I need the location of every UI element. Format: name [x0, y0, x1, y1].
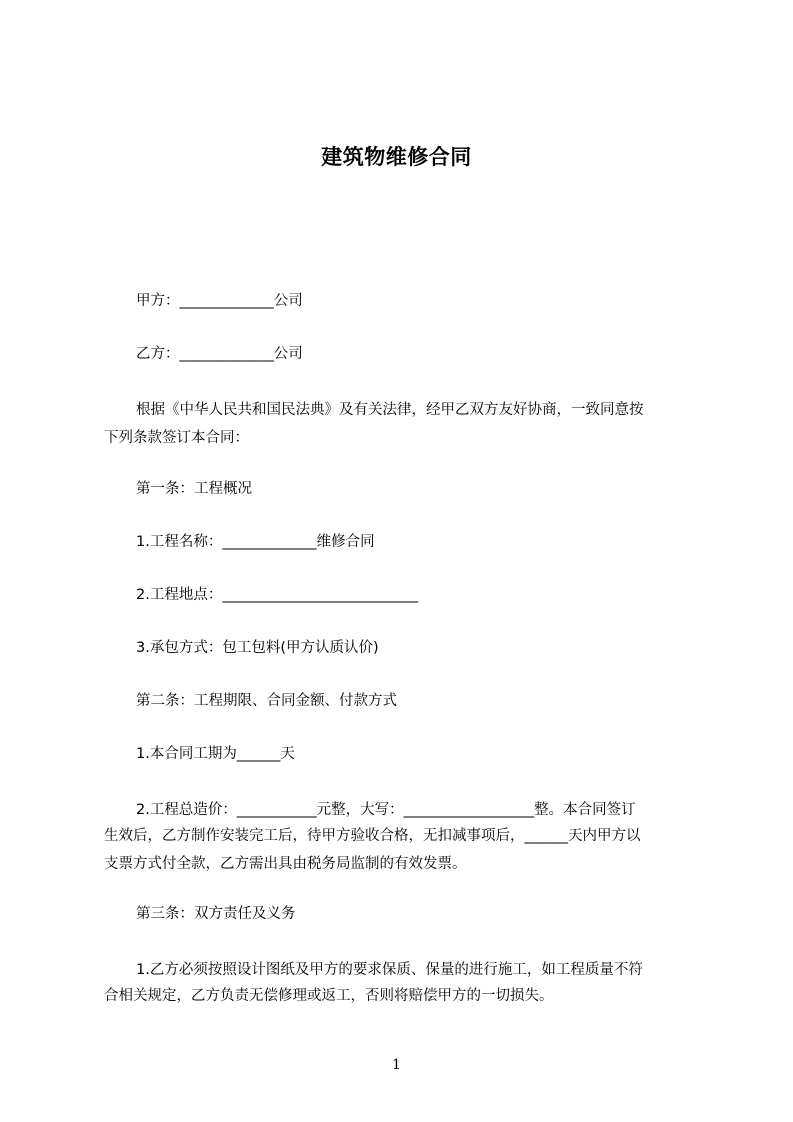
article-3-item-1-line-2: 合相关规定，乙方负责无偿修理或返工，否则将赔偿甲方的一切损失。 [104, 988, 554, 1004]
page-number: 1 [392, 1057, 401, 1073]
article-2-item-2-line-3: 支票方式付全款，乙方需出具由税务局监制的有效发票。 [104, 856, 467, 872]
article-1-item-1: 1.工程名称：_____________维修合同 [136, 534, 375, 550]
article-3-item-1-cont [104, 982, 554, 1010]
article-2-item-2-cont [104, 822, 641, 878]
intro-line-1: 根据《中华人民共和国民法典》及有关法律，经甲乙双方友好协商，一致同意按 [136, 402, 644, 418]
article-2-item-2 [136, 796, 636, 824]
document-title: 建筑物维修合同 [321, 145, 472, 169]
article-1-item-2: 2.工程地点：___________________________ [136, 587, 419, 603]
article-3-heading: 第三条：双方责任及义务 [136, 906, 296, 922]
article-3-item-1-line-1: 1.乙方必须按照设计图纸及甲方的要求保质、保量的进行施工，如工程质量不符 [136, 962, 643, 978]
article-2-item-1: 1.本合同工期为______天 [136, 746, 295, 762]
intro-paragraph-cont [104, 424, 249, 452]
article-1-heading: 第一条：工程概况 [136, 481, 252, 497]
article-2-heading: 第二条：工程期限、合同金额、付款方式 [136, 693, 397, 709]
intro-paragraph [136, 396, 644, 424]
article-2-item-2-line-1: 2.工程总造价：___________元整，大写：__________________整。本合同签订 [136, 802, 636, 818]
article-1-item-3: 3.承包方式：包工包料(甲方认质认价) [136, 640, 379, 656]
party-b-line: 乙方：_____________公司 [136, 346, 303, 362]
intro-line-2: 下列条款签订本合同： [104, 430, 249, 446]
article-2-item-2-line-2: 生效后，乙方制作安装完工后，待甲方验收合格，无扣减事项后，______天内甲方以 [104, 828, 641, 844]
party-a-line: 甲方：_____________公司 [136, 293, 303, 309]
article-3-item-1 [136, 956, 643, 984]
